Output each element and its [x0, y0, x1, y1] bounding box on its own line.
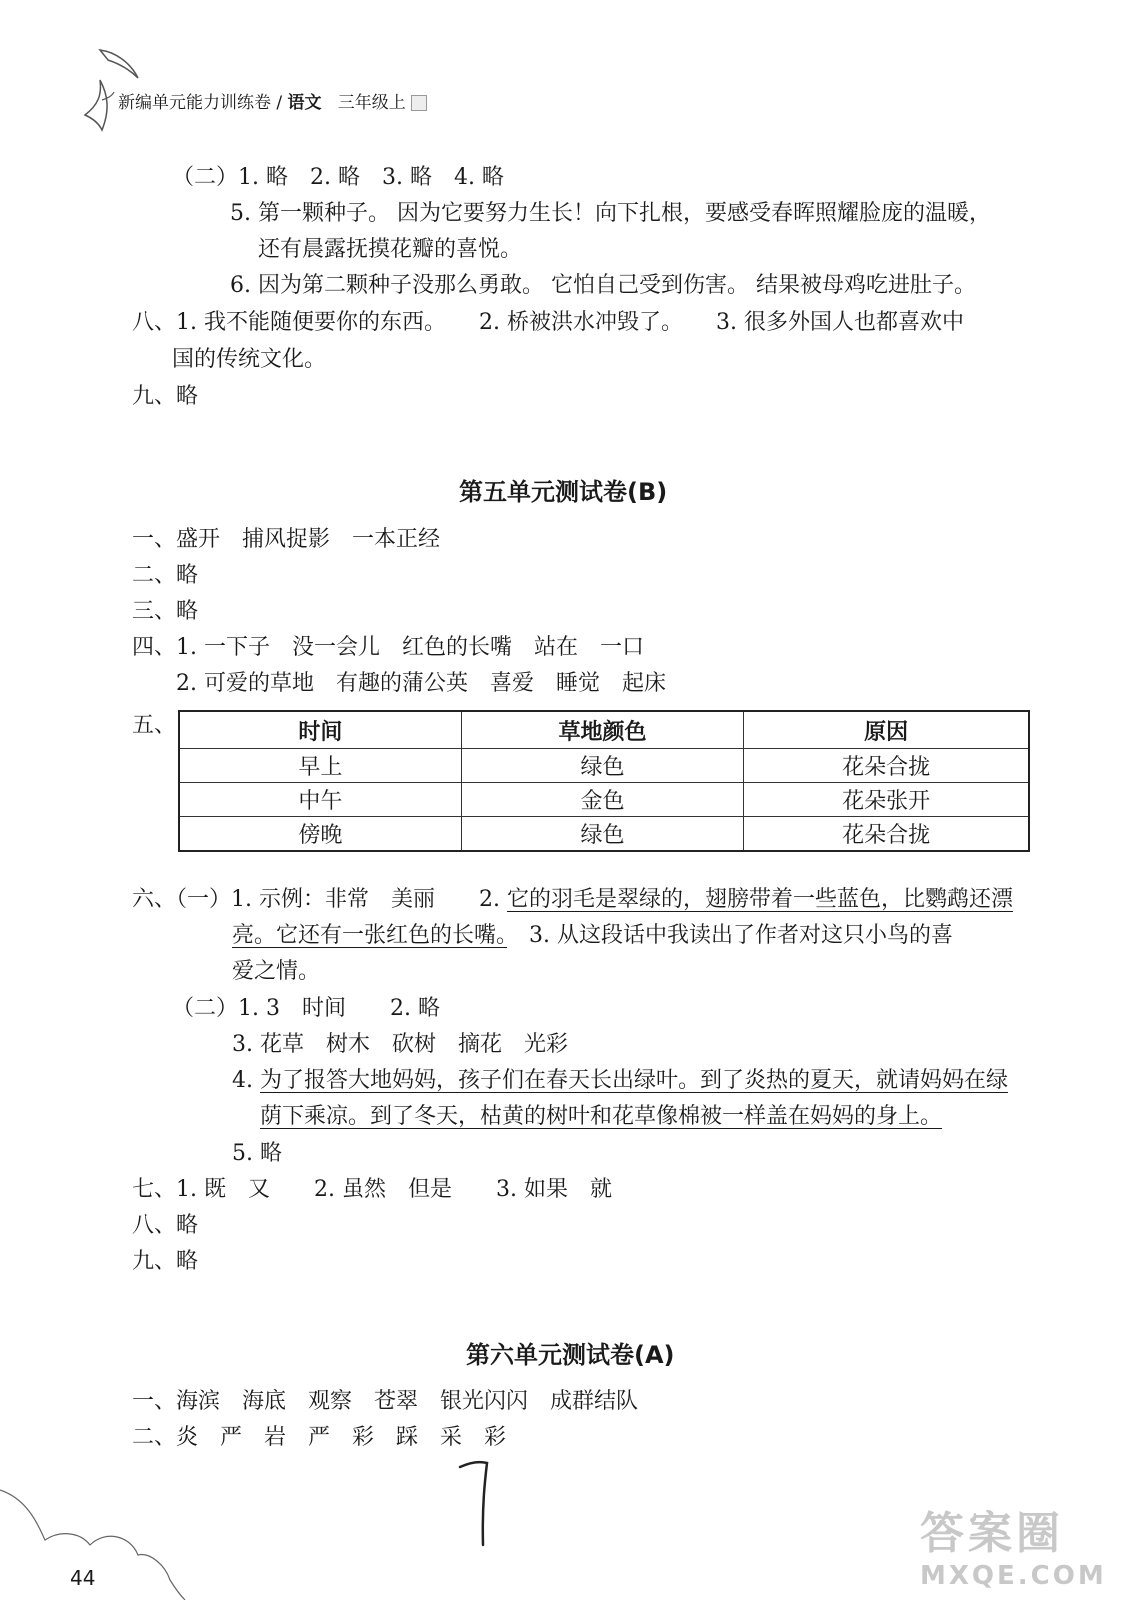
q6b4-prefix: 4.	[232, 1068, 260, 1093]
handwritten-mark-icon	[455, 1455, 495, 1550]
answer-line: 八、1. 我不能随便要你的东西。 2. 桥被洪水冲毁了。 3. 很多外国人也都喜欢中	[132, 310, 964, 335]
q6-prefix: 六、（一）1. 示例：非常 美丽 2.	[132, 887, 507, 912]
table-cell: 绿色	[461, 817, 743, 852]
book-header	[118, 88, 427, 113]
watermark-url: MXQE.COM	[920, 1561, 1107, 1591]
answer-line	[232, 1067, 1008, 1095]
answer-line: 5. 第一颗种子。 因为它要努力生长！向下扎根，要感受春晖照耀脸庞的温暖，	[230, 201, 991, 226]
answer-line	[260, 1103, 942, 1131]
watermark-logo-text: 答案圈	[920, 1508, 1064, 1559]
answer-line: 国的传统文化。	[172, 347, 327, 372]
answer-line: 九、略	[132, 1249, 199, 1274]
header-box-icon	[411, 95, 427, 111]
question-label: 五、	[132, 713, 177, 738]
underlined-answer: 它的羽毛是翠绿的，翅膀带着一些蓝色，比鹦鹉还漂	[506, 887, 1013, 912]
answer-line: 6. 因为第二颗种子没那么勇敢。 它怕自己受到伤害。 结果被母鸡吃进肚子。	[230, 273, 976, 298]
table-row	[179, 817, 1029, 852]
table-cell: 花朵合拢	[744, 749, 1029, 783]
cloud-decoration-icon	[0, 1470, 200, 1600]
table-row	[179, 783, 1029, 817]
table-header-cell: 原因	[744, 711, 1029, 749]
table-cell: 绿色	[461, 749, 743, 783]
watermark	[920, 1497, 1107, 1591]
grade-label: 三年级上	[337, 93, 406, 113]
subject-label: 语文	[287, 93, 322, 113]
table-cell: 花朵张开	[744, 783, 1029, 817]
answer-line	[132, 886, 1013, 914]
answer-line: 二、炎 严 岩 严 彩 踩 采 彩	[132, 1425, 507, 1450]
section-title: 第五单元测试卷(B)	[459, 478, 668, 506]
answer-line: 三、略	[132, 599, 199, 624]
table-cell: 中午	[179, 783, 461, 817]
answer-line: 二、略	[132, 563, 199, 588]
answer-line: 还有晨露抚摸花瓣的喜悦。	[258, 237, 523, 262]
answer-line: （二）1. 3 时间 2. 略	[172, 996, 440, 1021]
answer-line: 5. 略	[232, 1141, 282, 1166]
answer-line: 2. 可爱的草地 有趣的蒲公英 喜爱 睡觉 起床	[176, 671, 666, 696]
answer-line: 一、海滨 海底 观察 苍翠 银光闪闪 成群结队	[132, 1389, 639, 1414]
table-cell: 花朵合拢	[744, 817, 1029, 852]
answer-line: 八、略	[132, 1213, 199, 1238]
table-cell: 金色	[461, 783, 743, 817]
table-cell: 傍晚	[179, 817, 461, 852]
answer-line: 四、1. 一下子 没一会儿 红色的长嘴 站在 一口	[132, 635, 644, 660]
answer-line: 爱之情。	[232, 959, 321, 984]
table-row	[179, 749, 1029, 783]
page-number: 44	[70, 1566, 96, 1590]
table-cell: 早上	[179, 749, 461, 783]
table-header-cell: 时间	[179, 711, 461, 749]
answer-line	[232, 922, 953, 950]
answer-line: 七、1. 既 又 2. 虽然 但是 3. 如果 就	[132, 1177, 612, 1202]
underlined-answer: 亮。它还有一张红色的长嘴。	[232, 923, 508, 948]
section-title: 第六单元测试卷(A)	[466, 1341, 675, 1369]
answer-line: （二）1. 略 2. 略 3. 略 4. 略	[172, 165, 504, 190]
table-header-row	[179, 711, 1029, 749]
series-title: 新编单元能力训练卷 /	[118, 93, 288, 113]
answer-table	[178, 710, 1030, 852]
answer-line: 3. 花草 树木 砍树 摘花 光彩	[232, 1032, 568, 1057]
table-header-cell: 草地颜色	[461, 711, 743, 749]
q6-rest: 3. 从这段话中我读出了作者对这只小鸟的喜	[507, 923, 954, 948]
underlined-answer: 为了报答大地妈妈，孩子们在春天长出绿叶。到了炎热的夏天，就请妈妈在绿	[259, 1068, 1008, 1093]
answer-line: 九、略	[132, 384, 199, 409]
answer-line: 一、盛开 捕风捉影 一本正经	[132, 527, 441, 552]
underlined-answer: 荫下乘凉。到了冬天，枯黄的树叶和花草像棉被一样盖在妈妈的身上。	[260, 1104, 943, 1129]
